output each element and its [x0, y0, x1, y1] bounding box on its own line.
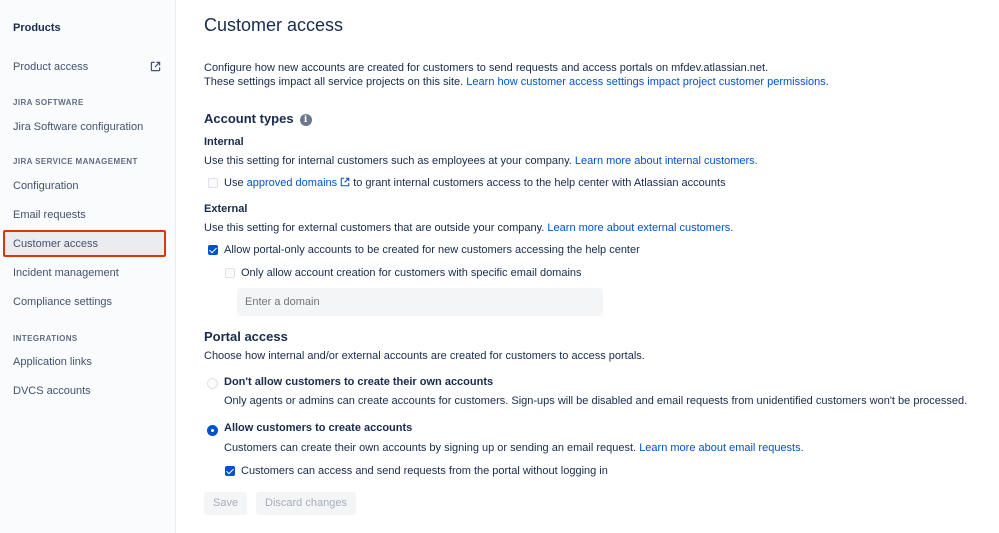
- internal-description: [204, 155, 758, 167]
- no-login-label: Customers can access and send requests from the portal without logging in: [241, 465, 608, 477]
- specific-domains-checkbox[interactable]: [225, 268, 235, 278]
- external-customers-link[interactable]: Learn more about external customers.: [547, 222, 734, 234]
- internal-customers-link[interactable]: Learn more about internal customers.: [574, 155, 758, 167]
- sidebar-item-jira-software-configuration[interactable]: Jira Software configuration: [13, 121, 144, 133]
- domain-input[interactable]: [237, 288, 603, 316]
- internal-heading: Internal: [204, 136, 244, 148]
- no-login-checkbox[interactable]: [225, 466, 235, 476]
- sidebar-item-email-requests[interactable]: Email requests: [13, 209, 86, 221]
- external-link-icon: [340, 177, 350, 187]
- portal-access-description: Choose how internal and/or external accounts are created for customers to access portals.: [204, 350, 645, 362]
- use-prefix: Use: [224, 177, 244, 189]
- internal-description-text: Use this setting for internal customers such as employees at your company.: [204, 155, 572, 167]
- sidebar-item-incident-management[interactable]: Incident management: [13, 267, 119, 279]
- save-button[interactable]: Save: [204, 492, 247, 515]
- sidebar-section-integrations: INTEGRATIONS: [13, 334, 78, 343]
- external-link-icon[interactable]: [150, 61, 161, 72]
- page-title: Customer access: [204, 15, 344, 35]
- external-heading: External: [204, 203, 248, 215]
- allow-description-text: Customers can create their own accounts by signing up or sending an email request.: [224, 442, 637, 454]
- intro-line-1: Configure how new accounts are created for customers to send requests and access portals on mfdev.atlassian.net.: [204, 62, 769, 74]
- intro-line-2-text: These settings impact all service projects on this site.: [204, 76, 464, 88]
- approved-domains-link-text: approved domains: [246, 177, 338, 189]
- approved-domains-option: [224, 177, 726, 189]
- sidebar-item-configuration[interactable]: Configuration: [13, 180, 79, 192]
- sidebar-item-compliance-settings[interactable]: Compliance settings: [13, 296, 113, 308]
- sidebar-section-jira-software: JIRA SOFTWARE: [13, 98, 84, 107]
- email-requests-link[interactable]: Learn more about email requests.: [639, 442, 804, 454]
- specific-domains-label: Only allow account creation for customers with specific email domains: [241, 267, 582, 279]
- sidebar-item-customer-access[interactable]: Customer access: [13, 238, 98, 250]
- sidebar-item-product-access[interactable]: Product access: [13, 61, 89, 73]
- approved-domains-link[interactable]: [247, 177, 351, 189]
- sidebar-title: Products: [13, 22, 61, 34]
- customer-permissions-link[interactable]: Learn how customer access settings impact project customer permissions.: [466, 76, 829, 88]
- account-types-heading: [204, 111, 312, 126]
- sidebar: [0, 0, 176, 533]
- sidebar-item-dvcs-accounts[interactable]: DVCS accounts: [13, 385, 91, 397]
- discard-changes-button[interactable]: Discard changes: [256, 492, 356, 515]
- allow-label: Allow customers to create accounts: [224, 422, 413, 434]
- info-icon[interactable]: i: [300, 114, 312, 126]
- external-description-text: Use this setting for external customers that are outside your company.: [204, 222, 545, 234]
- portal-only-checkbox[interactable]: [208, 245, 218, 255]
- use-suffix: to grant internal customers access to the help center with Atlassian accounts: [353, 177, 726, 189]
- account-types-heading-text: Account types: [204, 111, 294, 126]
- intro-line-2: [204, 76, 829, 88]
- dont-allow-description: Only agents or admins can create accounts for customers. Sign-ups will be disabled and email requests from unidentified customers won't be processed.: [224, 395, 968, 407]
- portal-access-heading: Portal access: [204, 329, 288, 344]
- approved-domains-checkbox[interactable]: [208, 178, 218, 188]
- external-description: [204, 222, 733, 234]
- sidebar-item-application-links[interactable]: Application links: [13, 356, 92, 368]
- dont-allow-radio[interactable]: [207, 378, 218, 389]
- dont-allow-label: Don't allow customers to create their own accounts: [224, 376, 494, 388]
- sidebar-section-jira-service-management: JIRA SERVICE MANAGEMENT: [13, 157, 138, 166]
- allow-description: [224, 442, 804, 454]
- allow-radio[interactable]: [207, 425, 218, 436]
- portal-only-label: Allow portal-only accounts to be created for new customers accessing the help center: [224, 244, 640, 256]
